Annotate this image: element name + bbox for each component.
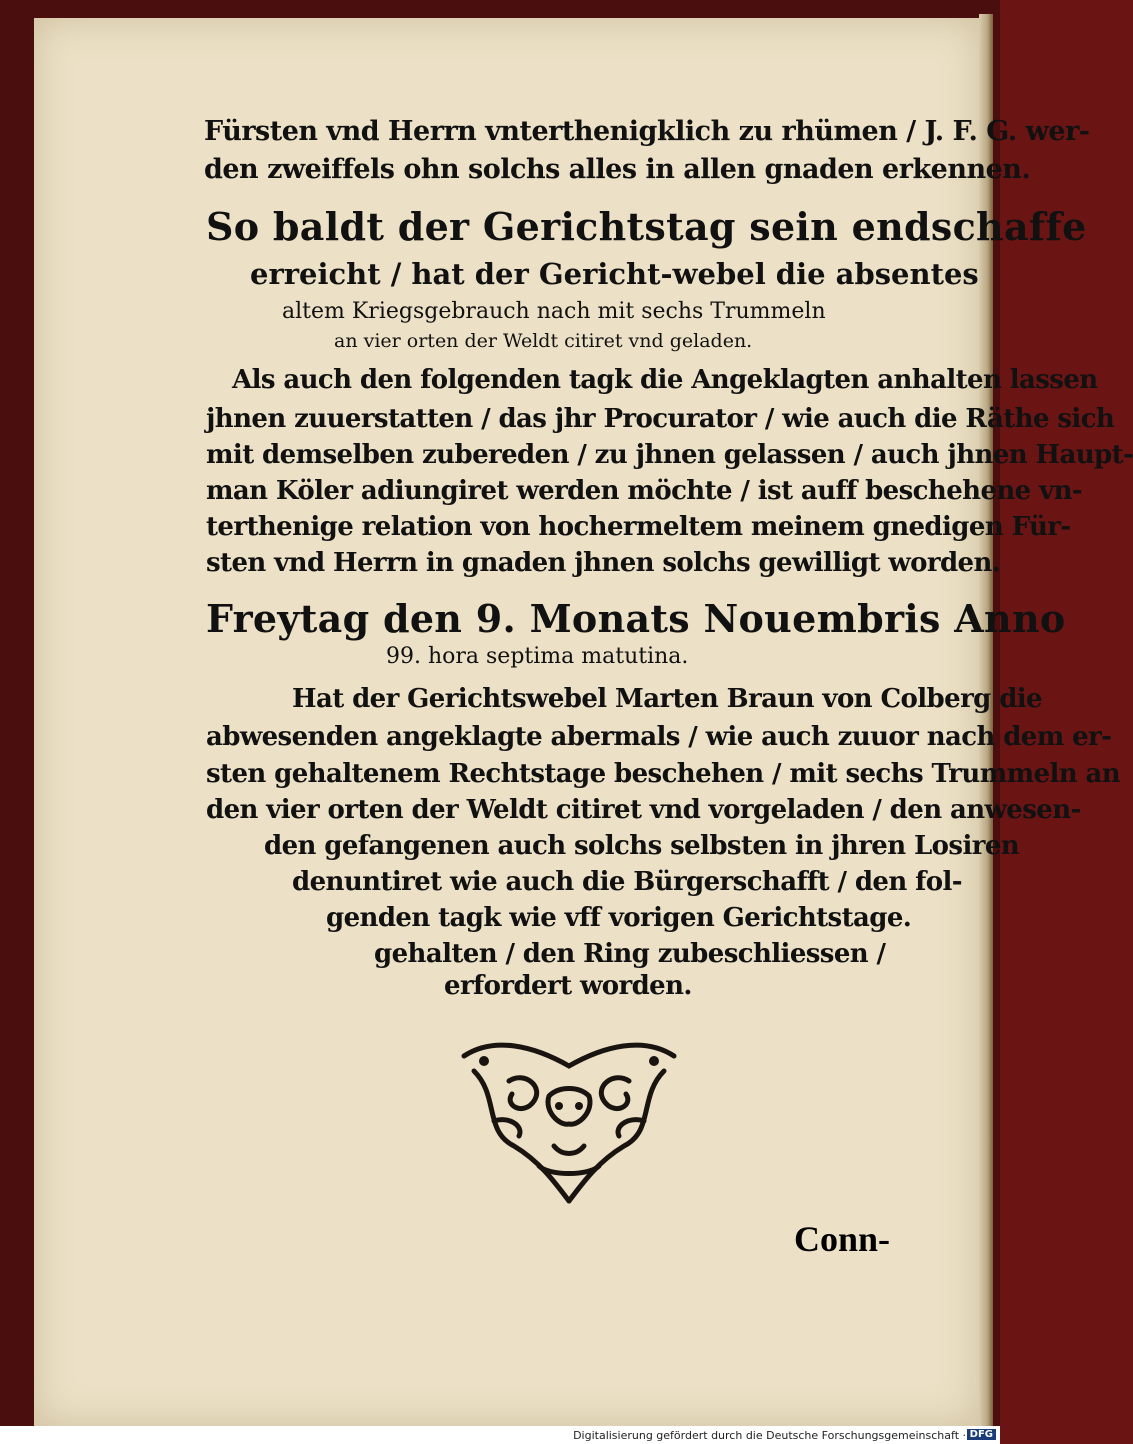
text-line-1: Fürsten vnd Herrn vnterthenigklich zu rhümen / J. F. G. wer- xyxy=(204,116,1090,147)
footer-credit: Digitalisierung gefördert durch die Deutsche Forschungsgemeinschaft · xyxy=(573,1429,966,1442)
paragraph-1-line-4: man Köler adiungiret werden möchte / ist auff beschehene vn- xyxy=(206,476,1083,506)
heading-line-4: an vier orten der Weldt citiret vnd geladen. xyxy=(334,330,753,352)
paragraph-2-line-8: gehalten / den Ring zubeschliessen / xyxy=(374,939,886,969)
heading-line-3: altem Kriegsgebrauch nach mit sechs Trummeln xyxy=(282,299,826,324)
paragraph-1-line-5: terthenige relation von hochermeltem meinem gnedigen Für- xyxy=(206,512,1071,542)
catchword: Conn- xyxy=(794,1219,891,1259)
paragraph-1-line-6: sten vnd Herrn in gnaden jhnen solchs gewilligt worden. xyxy=(206,548,1001,578)
paragraph-1-line-3: mit demselben zubereden / zu jhnen gelassen / auch jhnen Haupt- xyxy=(206,440,1133,470)
dfg-logo: DFG xyxy=(967,1429,996,1440)
paragraph-2-line-2: abwesenden angeklagte abermals / wie auch zuuor nach dem er- xyxy=(206,722,1112,752)
text-line-2: den zweiffels ohn solchs alles in allen gnaden erkennen. xyxy=(204,154,1031,185)
date-subheading: 99. hora septima matutina. xyxy=(386,644,689,669)
heading-line-2: erreicht / hat der Gericht-webel die absentes xyxy=(250,257,979,291)
paragraph-2-line-5: den gefangenen auch solchs selbsten in jhren Losiren xyxy=(264,831,1020,861)
paragraph-2-line-3: sten gehaltenem Rechtstage beschehen / mit sechs Trummeln an xyxy=(206,759,1121,789)
document-page xyxy=(34,18,1133,1426)
footer-bar xyxy=(0,1426,1000,1444)
paragraph-1-line-1: Als auch den folgenden tagk die Angeklagten anhalten lassen xyxy=(232,365,1098,395)
paragraph-2-line-1: Hat der Gerichtswebel Marten Braun von Colberg die xyxy=(292,684,1043,714)
date-heading: Freytag den 9. Monats Nouembris Anno xyxy=(206,596,1066,641)
paragraph-2-line-4: den vier orten der Weldt citiret vnd vorgeladen / den anwesen- xyxy=(206,795,1081,825)
paragraph-1-line-2: jhnen zuuerstatten / das jhr Procurator / wie auch die Räthe sich xyxy=(206,404,1115,434)
vignette-ornament xyxy=(454,1036,684,1206)
heading-line-1: So baldt der Gerichtstag sein endschaffe xyxy=(206,204,1087,249)
paragraph-2-line-6: denuntiret wie auch die Bürgerschafft / den fol- xyxy=(292,867,962,897)
paragraph-2-line-9: erfordert worden. xyxy=(444,971,692,1001)
paragraph-2-line-7: genden tagk wie vff vorigen Gerichtstage. xyxy=(326,903,912,933)
